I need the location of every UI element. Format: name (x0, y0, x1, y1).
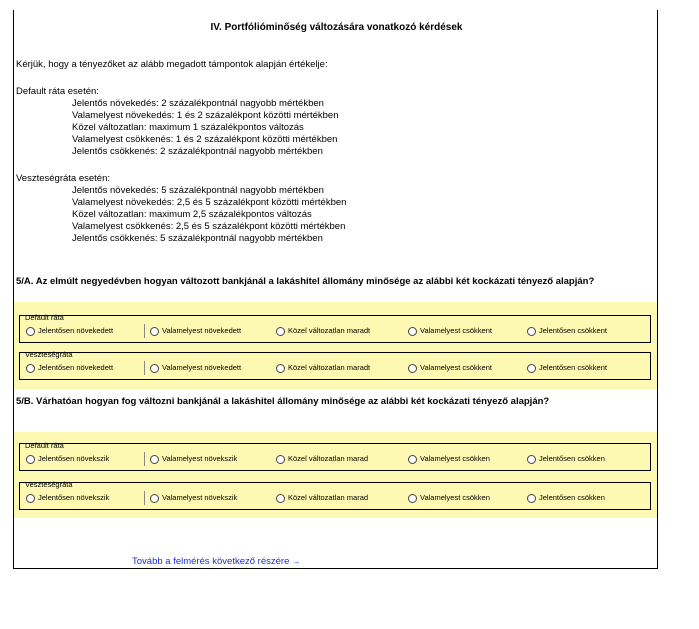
loss-item: Valamelyest növekedés: 2,5 és 5 százalékpont közötti mértékben (72, 197, 347, 208)
default-item: Jelentős csökkenés: 2 százalékpontnál nagyobb mértékben (72, 146, 323, 157)
radio-button[interactable] (408, 364, 417, 373)
radio-option[interactable]: Jelentősen növekszik (26, 493, 109, 503)
radio-option[interactable]: Jelentősen csökken (527, 493, 605, 503)
default-item: Valamelyest csökkenés: 1 és 2 százalékpont közötti mértékben (72, 134, 338, 145)
radio-option[interactable]: Közel változatlan maradt (276, 326, 370, 336)
separator (144, 361, 145, 375)
radio-button[interactable] (150, 364, 159, 373)
radio-option[interactable]: Közel változatlan maradt (276, 363, 370, 373)
q5b-band (14, 432, 657, 518)
group-label: Veszteségráta (25, 480, 73, 489)
default-heading: Default ráta esetén: (16, 86, 99, 97)
radio-option[interactable]: Valamelyest csökken (408, 493, 490, 503)
next-section-link[interactable] (132, 556, 300, 567)
radio-option[interactable]: Közel változatlan marad (276, 454, 368, 464)
arrow-right-icon: → (292, 557, 301, 566)
loss-item: Valamelyest csökkenés: 2,5 és 5 százalékpont közötti mértékben (72, 221, 346, 232)
default-item: Közel változatlan: maximum 1 százalékpontos változás (72, 122, 304, 133)
question-5b: 5/B. Várhatóan hogyan fog változni bankjánál a lakáshitel állomány minősége az alábbi két kockázati tényező alapján? (16, 396, 550, 407)
loss-item: Jelentős növekedés: 5 százalékpontnál nagyobb mértékben (72, 185, 324, 196)
radio-option[interactable]: Valamelyest növekedett (150, 326, 241, 336)
loss-heading: Veszteségráta esetén: (16, 173, 111, 184)
radio-option[interactable]: Valamelyest csökkent (408, 326, 492, 336)
radio-option[interactable]: Valamelyest növekedett (150, 363, 241, 373)
radio-button[interactable] (150, 327, 159, 336)
q5a-band (14, 302, 657, 389)
radio-option[interactable]: Jelentősen csökkent (527, 326, 607, 336)
survey-page (13, 10, 658, 569)
q5a-loss-group (19, 352, 651, 380)
radio-option[interactable]: Jelentősen növekedett (26, 363, 113, 373)
intro-text: Kérjük, hogy a tényezőket az alább megadott támpontok alapján értékelje: (16, 59, 328, 70)
radio-button[interactable] (527, 494, 536, 503)
radio-button[interactable] (527, 455, 536, 464)
q5b-default-group (19, 443, 651, 471)
separator (144, 324, 145, 338)
radio-button[interactable] (150, 494, 159, 503)
radio-button[interactable] (408, 494, 417, 503)
radio-button[interactable] (26, 327, 35, 336)
next-section-label[interactable]: Tovább a felmérés következő részére (132, 556, 290, 567)
radio-option[interactable]: Valamelyest csökkent (408, 363, 492, 373)
radio-button[interactable] (150, 455, 159, 464)
radio-button[interactable] (26, 364, 35, 373)
radio-option[interactable]: Valamelyest csökken (408, 454, 490, 464)
radio-option[interactable]: Jelentősen növekszik (26, 454, 109, 464)
radio-option[interactable]: Valamelyest növekszik (150, 493, 237, 503)
radio-button[interactable] (276, 364, 285, 373)
radio-option[interactable]: Valamelyest növekszik (150, 454, 237, 464)
radio-button[interactable] (276, 327, 285, 336)
q5b-loss-group (19, 482, 651, 510)
separator (144, 491, 145, 505)
loss-item: Közel változatlan: maximum 2,5 százalékpontos változás (72, 209, 312, 220)
default-item: Valamelyest növekedés: 1 és 2 százalékpont közötti mértékben (72, 110, 339, 121)
q5a-default-group (19, 315, 651, 343)
group-label: Default ráta (25, 441, 64, 450)
radio-button[interactable] (276, 455, 285, 464)
page-title: IV. Portfólióminőség változására vonatkozó kérdések (210, 22, 463, 33)
radio-option[interactable]: Jelentősen csökken (527, 454, 605, 464)
group-label: Veszteségráta (25, 350, 73, 359)
radio-button[interactable] (276, 494, 285, 503)
default-item: Jelentős növekedés: 2 százalékpontnál nagyobb mértékben (72, 98, 324, 109)
radio-button[interactable] (26, 494, 35, 503)
radio-option[interactable]: Közel változatlan marad (276, 493, 368, 503)
loss-item: Jelentős csökkenés: 5 százalékpontnál nagyobb mértékben (72, 233, 323, 244)
radio-button[interactable] (26, 455, 35, 464)
radio-option[interactable]: Jelentősen csökkent (527, 363, 607, 373)
question-5a: 5/A. Az elmúlt negyedévben hogyan változott bankjánál a lakáshitel állomány minősége az alábbi két kockázati tényező alapján? (16, 276, 595, 287)
radio-option[interactable]: Jelentősen növekedett (26, 326, 113, 336)
radio-button[interactable] (408, 327, 417, 336)
group-label: Default ráta (25, 313, 64, 322)
radio-button[interactable] (408, 455, 417, 464)
radio-button[interactable] (527, 364, 536, 373)
radio-button[interactable] (527, 327, 536, 336)
separator (144, 452, 145, 466)
